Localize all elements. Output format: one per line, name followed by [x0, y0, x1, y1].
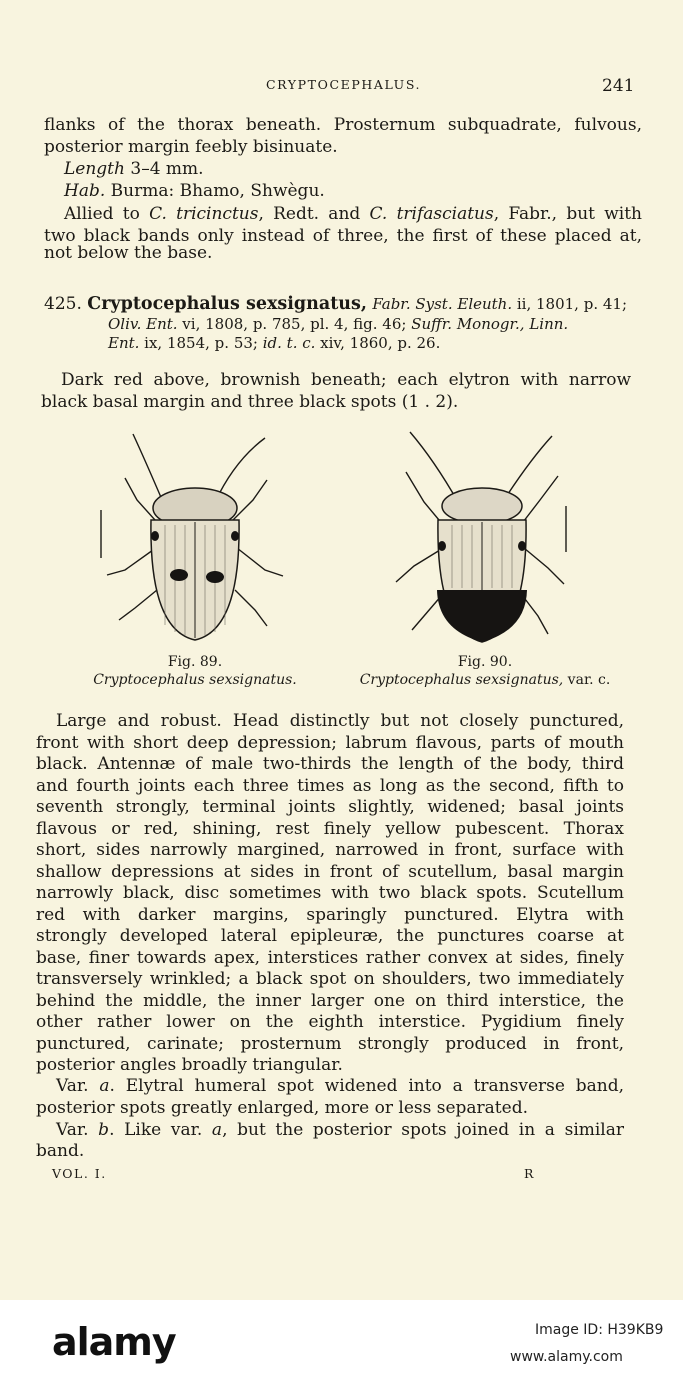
description-line: and fourth joints each three times as long as the second, fifth to	[36, 775, 624, 796]
text-line: band.	[36, 1141, 85, 1161]
text-line: black basal margin and three black spots (1 . 2).	[41, 392, 459, 412]
text-line: not below the base.	[44, 243, 213, 263]
text-span: . Like var.	[109, 1120, 212, 1140]
image-id: Image ID: H39KB9	[535, 1322, 664, 1338]
reference: id. t. c.	[262, 334, 316, 352]
description-line: strongly developed lateral epipleuræ, the punctures coarse at	[36, 926, 624, 946]
text-span: Var.	[56, 1076, 100, 1096]
description-line: other rather lower on the eighth interstice. Pygidium finely	[36, 1012, 624, 1032]
length-value: 3–4 mm.	[130, 159, 204, 179]
reference: Oliv. Ent.	[108, 315, 178, 333]
description-line: seventh strongly, terminal joints slightly, widened; basal joints	[36, 797, 624, 817]
reference: Ent.	[108, 334, 140, 352]
reference-line	[108, 335, 630, 352]
variety-a-line	[36, 1076, 624, 1098]
description-line: flavous or red, shining, rest finely yellow pubescent. Thorax	[36, 818, 624, 839]
reference: xiv, 1860, p. 26.	[315, 334, 441, 352]
text-span: , Fabr., but with	[493, 204, 642, 224]
reference: Suffr. Monogr., Linn.	[411, 315, 569, 333]
species-ref: C. trifasciatus	[369, 204, 494, 224]
text-line: posterior spots greatly enlarged, more or less separated.	[36, 1098, 528, 1118]
text-span: , but the posterior spots joined in a similar	[222, 1120, 625, 1140]
description-line: narrowly black, disc sometimes with two black spots. Scutellum	[36, 883, 624, 903]
variety-letter: a	[211, 1120, 223, 1140]
variety-b-line	[36, 1120, 624, 1142]
description-line: black. Antennæ of male two-thirds the length of the body, third	[36, 754, 624, 774]
caption-species: Cryptocephalus sexsignatus,	[359, 672, 564, 688]
description-line: red with darker margins, sparingly punctured. Elytra with	[36, 904, 624, 925]
description-line: Large and robust. Head distinctly but not closely punctured,	[56, 711, 624, 731]
beetle-figure-90	[380, 430, 580, 650]
reference: ii, 1801, p. 41;	[512, 295, 627, 313]
site-url: www.alamy.com	[510, 1349, 623, 1365]
description-line: base, finer towards apex, interstices rather convex at sides, finely	[36, 947, 624, 968]
reference-line	[108, 316, 630, 333]
species-number: 425.	[44, 294, 82, 314]
reference: Fabr. Syst. Eleuth.	[372, 295, 513, 313]
text-line: Dark red above, brownish beneath; each elytron with narrow	[61, 370, 631, 390]
species-ref: C. tricinctus	[149, 204, 259, 224]
figure-label: Fig. 90.	[457, 654, 513, 670]
habitat-label: Hab.	[64, 181, 106, 201]
allied-line	[44, 204, 642, 226]
figure-caption-text	[350, 671, 620, 689]
reference: ix, 1854, p. 53;	[139, 334, 263, 352]
length-line	[44, 159, 642, 181]
description-line: posterior angles broadly triangular.	[36, 1055, 343, 1075]
text-span: , Redt. and	[258, 204, 370, 224]
description-line: punctured, carinate; prosternum strongly produced in front,	[36, 1033, 624, 1054]
text-line: posterior margin feebly bisinuate.	[44, 137, 338, 157]
variety-letter: a	[99, 1076, 110, 1096]
description-line: behind the middle, the inner larger one on third interstice, the	[36, 990, 624, 1011]
text-line: flanks of the thorax beneath. Prosternum subquadrate, fulvous,	[44, 115, 642, 135]
species-heading	[44, 294, 642, 316]
figure-caption-90	[350, 653, 620, 689]
variety-letter: b	[98, 1120, 110, 1140]
description-line: transversely wrinkled; a black spot on shoulders, two immediately	[36, 969, 624, 989]
figure-label: Fig. 89.	[167, 654, 223, 670]
page-number: 241	[602, 76, 635, 96]
habitat-line	[44, 181, 642, 203]
beetle-figure-89	[95, 430, 295, 650]
signature-mark: R	[524, 1166, 534, 1181]
description-line: shallow depressions at sides in front of scutellum, basal margin	[36, 861, 624, 882]
species-name: Cryptocephalus sexsignatus,	[87, 294, 367, 314]
text-span: Var.	[56, 1120, 99, 1140]
alamy-logo: alamy	[52, 1320, 176, 1364]
reference: vi, 1808, p. 785, pl. 4, fig. 46;	[177, 315, 412, 333]
running-head: CRYPTOCEPHALUS.	[266, 77, 422, 92]
volume-marker: VOL. I.	[52, 1166, 107, 1181]
figure-caption-89	[90, 653, 300, 689]
text-span: . Elytral humeral spot widened into a transverse band,	[109, 1076, 624, 1096]
text-span: Allied to	[64, 204, 150, 224]
length-label: Length	[64, 159, 125, 179]
description-line: short, sides narrowly margined, narrowed in front, surface with	[36, 840, 624, 860]
figure-caption-text: Cryptocephalus sexsignatus.	[93, 672, 297, 688]
habitat-value: Burma: Bhamo, Shwègu.	[110, 181, 325, 201]
description-line: front with short deep depression; labrum flavous, parts of mouth	[36, 732, 624, 753]
text-line: two black bands only instead of three, the first of these placed at,	[44, 226, 642, 246]
caption-variety: var. c.	[563, 672, 611, 688]
